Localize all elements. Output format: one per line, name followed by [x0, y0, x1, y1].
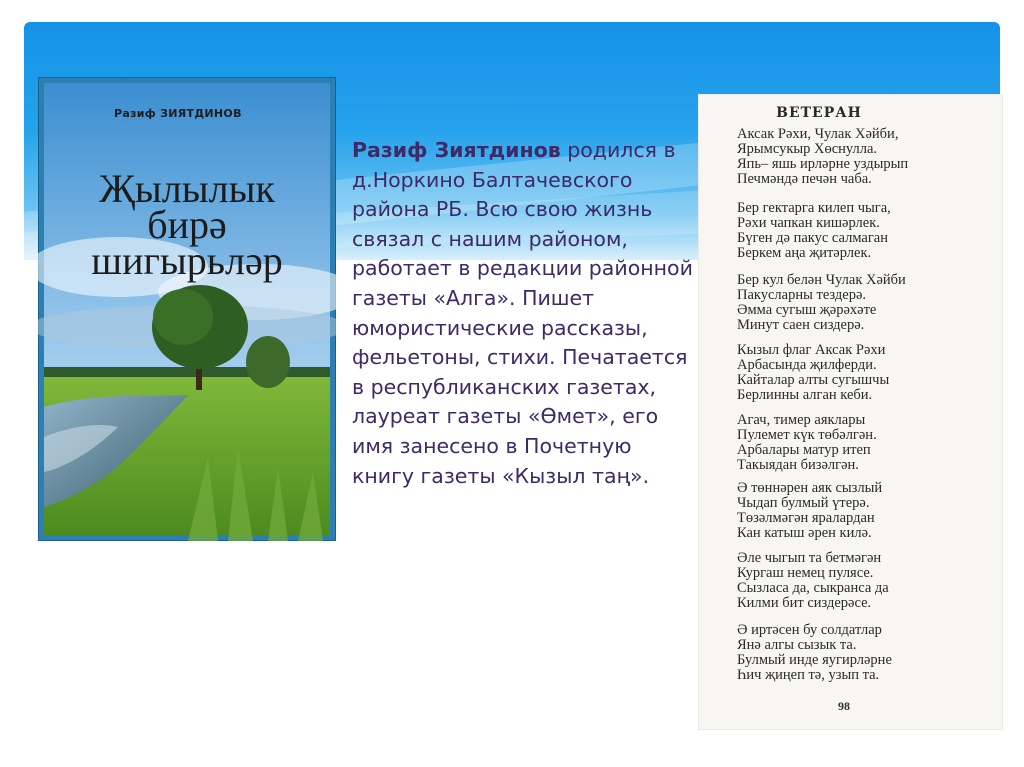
- poem-line: Кызыл флаг Аксак Рәхи: [737, 342, 886, 358]
- book-author: Разиф ЗИЯТДИНОВ: [114, 107, 242, 120]
- poem-line: Килми бит сиздерәсе.: [737, 595, 872, 611]
- poem-page-image: [698, 94, 1003, 730]
- poem-line: Берлинны алган кеби.: [737, 387, 873, 403]
- poem-line: Төзәлмәгән яралардан: [737, 510, 875, 526]
- poem-stanza-7: [737, 551, 889, 611]
- poem-line: Ә төннәрен аяк сызлый: [737, 480, 883, 496]
- poem-line: Арбалары матур итеп: [737, 442, 871, 458]
- page-number: 98: [838, 699, 850, 713]
- book-cover-image: [38, 77, 336, 541]
- poem-line: Янә алгы сызык та.: [737, 637, 857, 653]
- poem-line: Сызласа да, сыкранса да: [737, 580, 889, 596]
- poem-line: Арбасында җилферди.: [737, 357, 877, 373]
- poem-line: Бүген дә пакус салмаган: [737, 230, 889, 246]
- author-biography: [352, 136, 697, 491]
- poem-line: Минут саен сиздерә.: [737, 317, 865, 333]
- poem-line: Әмма сугыш җәрәхәте: [737, 302, 877, 318]
- poem-stanza-6: [737, 481, 882, 541]
- biography-text: родился в д.Норкино Балтачевского района РБ. Всю свою жизнь связал с нашим районом, работает в редакции районной газеты «Алга». Пишет юмористические рассказы, фельетоны, стихи. Печатается в республиканских газетах, лауреат газеты «Өмет», его имя занесено в Почетную книгу газеты «Кызыл таң».: [352, 138, 693, 488]
- poem-line: Кан катыш әрен килә.: [737, 525, 872, 541]
- poem-line: Пулемет күк төбәлгән.: [737, 427, 877, 443]
- poem-line: Чыдап булмый үтерә.: [737, 495, 870, 511]
- poem-line: Аксак Рәхи, Чулак Хәйби,: [737, 126, 899, 142]
- poem-line: Агач, тимер аяклары: [737, 412, 866, 428]
- book-title-line-2: бирә: [147, 202, 227, 247]
- poem-line: Беркем аңа җитәрлек.: [737, 245, 872, 261]
- book-title-line-1: Җылылык: [99, 166, 275, 211]
- poem-line: Һич җиңеп тә, узып та.: [737, 667, 880, 683]
- poem-line: Булмый инде яугирләрне: [737, 652, 892, 668]
- poem-line: Әле чыгып та бетмәгән: [737, 550, 882, 566]
- poem-line: Ярымсукыр Хөснулла.: [737, 141, 878, 157]
- book-title-line-3: шигырьләр: [91, 238, 283, 283]
- poem-line: Печмәндә печән чаба.: [737, 171, 872, 187]
- poem-stanza-1: [737, 127, 908, 187]
- poem-line: Рәхи чапкан кишәрлек.: [737, 215, 880, 231]
- poem-line: Пакусларны тездерә.: [737, 287, 867, 303]
- poem-stanza-3: [737, 273, 906, 333]
- poem-line: Япь– яшь ирләрне уздырып: [737, 156, 909, 172]
- poem-line: Кургаш немец пулясе.: [737, 565, 874, 581]
- poem-stanza-2: [737, 201, 891, 261]
- author-name: Разиф Зиятдинов: [352, 138, 561, 162]
- poem-line: Бер кул белән Чулак Хәйби: [737, 272, 906, 288]
- poem-stanza-5: [737, 413, 877, 473]
- poem-stanza-4: [737, 343, 889, 403]
- book-landscape-illustration: [38, 77, 336, 541]
- poem-stanza-8: [737, 623, 892, 683]
- poem-line: Ә иртәсен бу солдатлар: [737, 622, 882, 638]
- poem-line: Кайталар алты сугышчы: [737, 372, 890, 388]
- poem-title: ВЕТЕРАН: [776, 105, 862, 121]
- poem-line: Такыядан бизәлгән.: [737, 457, 859, 473]
- poem-line: Бер гектарга килеп чыга,: [737, 200, 891, 216]
